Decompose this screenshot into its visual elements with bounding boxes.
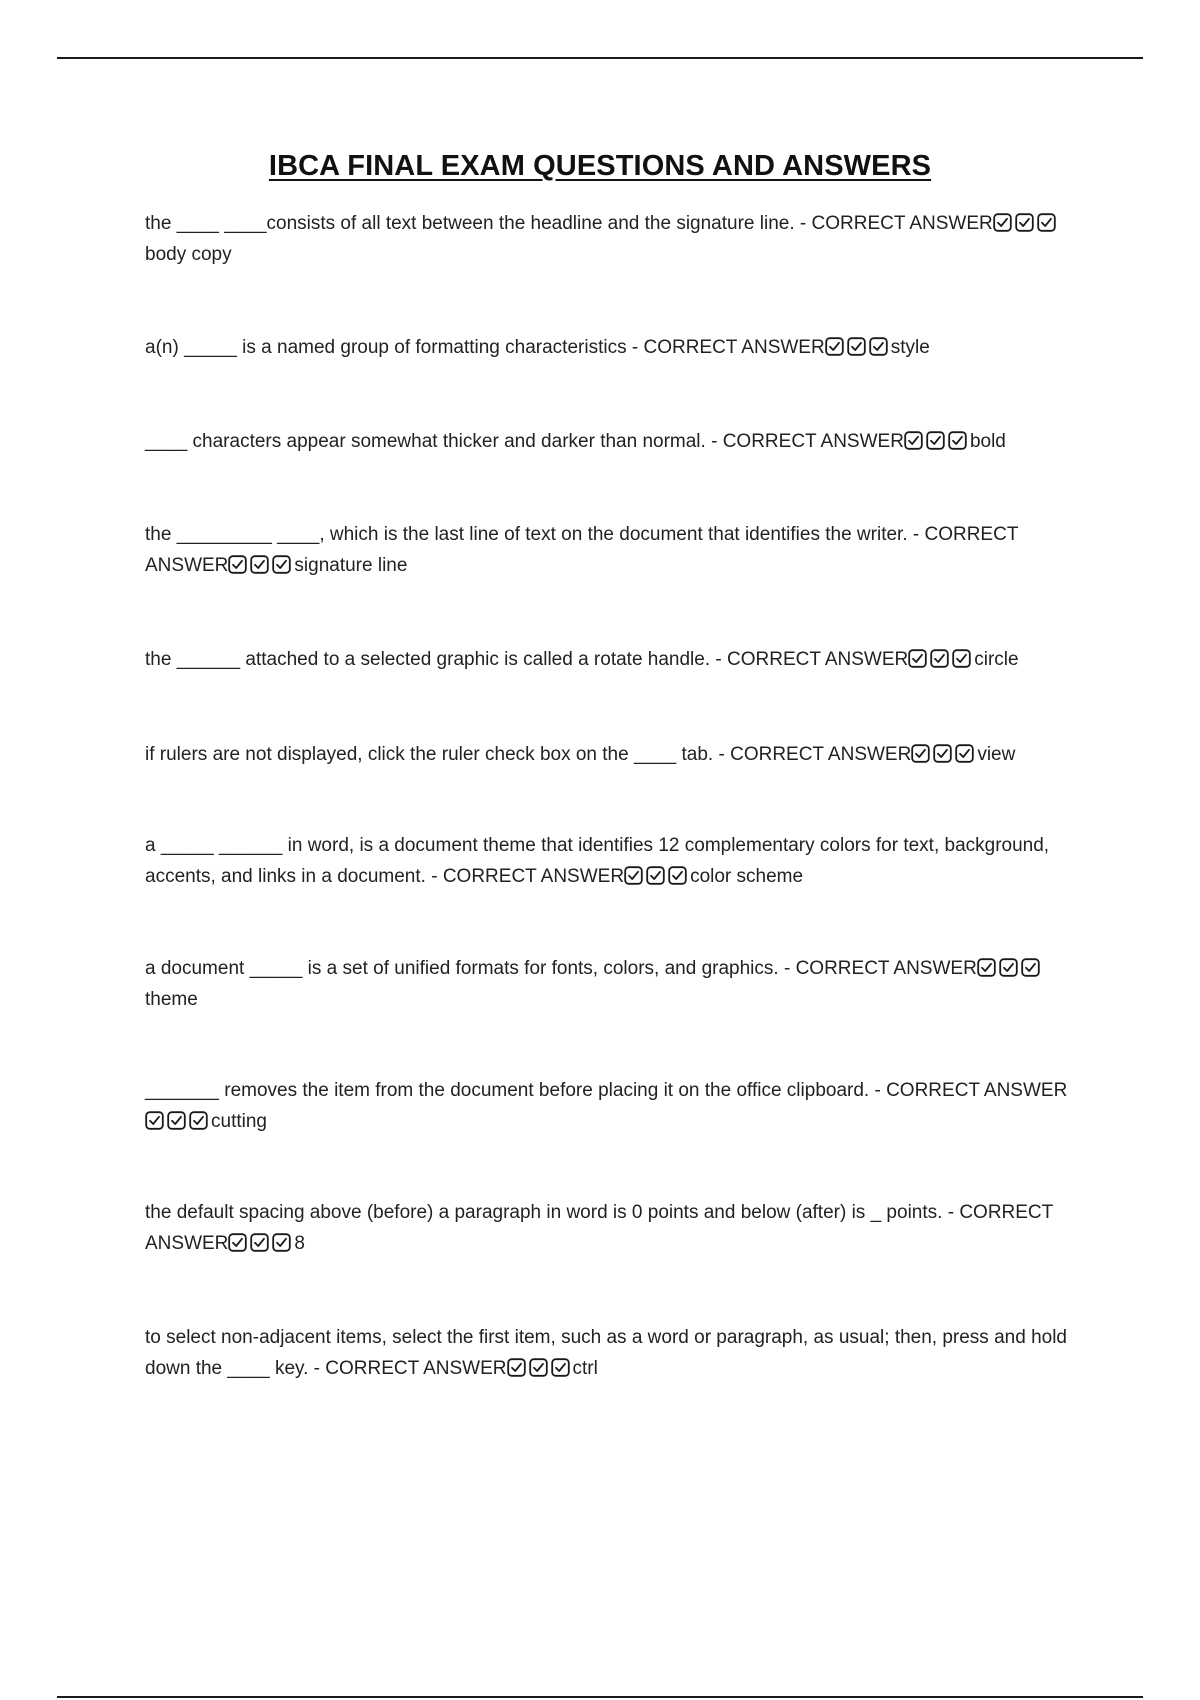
page-title: IBCA FINAL EXAM QUESTIONS AND ANSWERS [268,150,932,182]
checked-box-icon [624,866,643,885]
checked-box-icon [904,431,923,450]
answer-marker: CORRECT ANSWER [145,1202,1053,1254]
answer-marker: CORRECT ANSWER [442,866,625,887]
answer-marker: CORRECT ANSWER [730,744,912,765]
answer-text: theme [145,989,198,1010]
checked-box-icon [529,1358,548,1377]
checkmarks [624,866,690,887]
checkmarks [904,431,970,452]
qa-item [145,739,1095,770]
checkmarks [228,555,294,576]
question-text: a document _____ is a set of unified formats for fonts, colors, and graphics. - [145,958,796,979]
checked-box-icon [167,1111,186,1130]
qa-item [145,332,1095,363]
answer-text: bold [969,431,1006,452]
checkmarks [228,1233,294,1254]
checked-box-icon [1015,213,1034,232]
question-text: the _________ ____, which is the last line of text on the document that identifies the writer. - [145,524,925,545]
checkmarks [911,744,977,765]
question-text: the ______ attached to a selected graphic is called a rotate handle. - [145,649,728,670]
question-text: _______ removes the item from the document before placing it on the office clipboard. - [145,1080,887,1101]
checked-box-icon [948,431,967,450]
checkmarks [977,958,1043,979]
question-text: the default spacing above (before) a paragraph in word is 0 points and below (after) is _ points. - [145,1202,960,1223]
answer-text: body copy [145,244,232,265]
checkmarks [908,649,974,670]
answer-marker: CORRECT ANSWER [886,1080,1068,1101]
qa-item [145,208,1095,270]
checked-box-icon [228,555,247,574]
checked-box-icon [250,555,269,574]
answer-marker: CORRECT ANSWER [722,431,904,452]
question-text: to select non-adjacent items, select the first item, such as a word or paragraph, as usual; then, press and hold down the ____ key. - [145,1327,1067,1379]
checked-box-icon [993,213,1012,232]
answer-marker: CORRECT ANSWER [811,213,993,234]
checked-box-icon [930,649,949,668]
question-text: a _____ ______ in word, is a document theme that identifies 12 complementary colors for text, background, accents, and links in a document. - [145,835,1050,887]
checked-box-icon [228,1233,247,1252]
checked-box-icon [999,958,1018,977]
answer-text: circle [974,649,1019,670]
qa-item [145,1197,1095,1259]
checked-box-icon [908,649,927,668]
checked-box-icon [977,958,996,977]
question-text: the ____ ____consists of all text between the headline and the signature line. - [145,213,812,234]
checked-box-icon [869,337,888,356]
checked-box-icon [825,337,844,356]
answer-marker: CORRECT ANSWER [145,524,1019,576]
checked-box-icon [952,649,971,668]
qa-item [145,830,1095,892]
answer-text: 8 [294,1233,305,1254]
bottom-rule [57,1696,1143,1698]
checkmarks [993,213,1059,234]
checked-box-icon [955,744,974,763]
checked-box-icon [189,1111,208,1130]
qa-item [145,426,1095,457]
question-text: if rulers are not displayed, click the ruler check box on the ____ tab. - [145,744,731,765]
answer-marker: CORRECT ANSWER [795,958,977,979]
checked-box-icon [847,337,866,356]
answer-text: ctrl [572,1358,598,1379]
checked-box-icon [926,431,945,450]
checked-box-icon [1021,958,1040,977]
answer-marker: CORRECT ANSWER [325,1358,507,1379]
answer-text: view [977,744,1016,765]
checked-box-icon [551,1358,570,1377]
checked-box-icon [1037,213,1056,232]
question-text: ____ characters appear somewhat thicker and darker than normal. - [145,431,723,452]
qa-item [145,644,1095,675]
checked-box-icon [272,555,291,574]
checkmarks [507,1358,573,1379]
answer-marker: CORRECT ANSWER [727,649,909,670]
checked-box-icon [272,1233,291,1252]
checkmarks [825,337,891,358]
top-rule [57,57,1143,59]
qa-item [145,519,1095,581]
answer-text: signature line [294,555,408,576]
checked-box-icon [507,1358,526,1377]
qa-item [145,1075,1095,1137]
answer-text: color scheme [690,866,804,887]
checked-box-icon [145,1111,164,1130]
qa-item [145,1322,1095,1384]
checked-box-icon [668,866,687,885]
qa-item [145,953,1095,1015]
checked-box-icon [911,744,930,763]
checked-box-icon [250,1233,269,1252]
answer-text: style [890,337,930,358]
question-text: a(n) _____ is a named group of formatting characteristics - [145,337,644,358]
answer-marker: CORRECT ANSWER [643,337,825,358]
answer-text: cutting [211,1111,267,1132]
checkmarks [145,1111,211,1132]
checked-box-icon [646,866,665,885]
checked-box-icon [933,744,952,763]
